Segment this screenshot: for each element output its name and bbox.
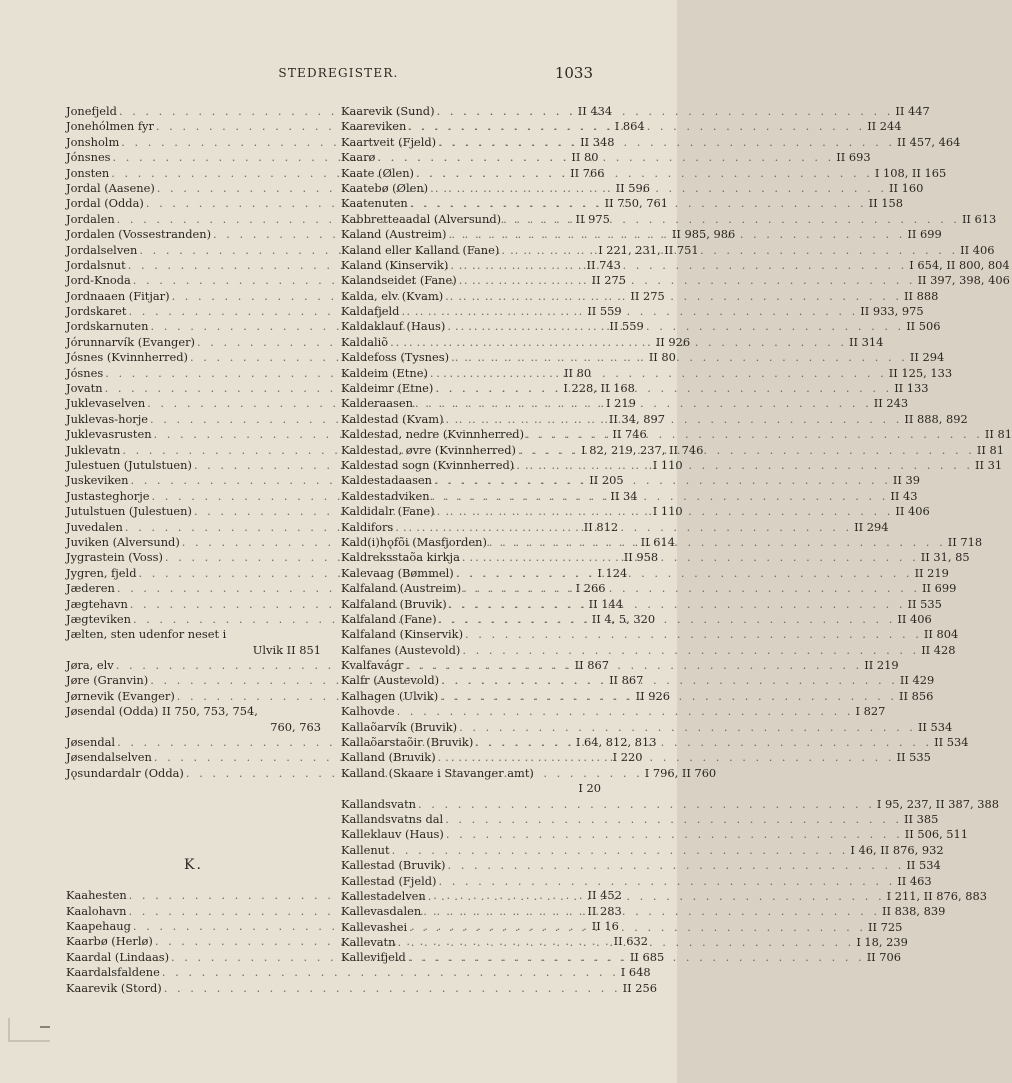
entry-name: Jǫsundardalr (Odda) xyxy=(66,765,184,780)
dot-leader xyxy=(450,258,907,273)
index-entry xyxy=(66,980,657,996)
entry-name: Kaldeimr (Etne) xyxy=(341,381,434,396)
entry-name: Jordskaret xyxy=(66,304,127,319)
index-entry xyxy=(341,766,601,781)
entry-name: Kallevifjeld xyxy=(341,950,406,965)
entry-ref: I 82, 219, 237, II 746 xyxy=(581,442,704,457)
entry-ref: II 534 xyxy=(934,735,969,750)
dot-leader xyxy=(439,612,896,627)
entry-ref: II 205 xyxy=(589,473,624,488)
entry-ref: II 463 xyxy=(897,873,932,888)
entry-ref: II 534 xyxy=(917,719,953,734)
dot-leader xyxy=(445,812,902,827)
entry-name: Jøsendal (Odda) II 750, 753, 754, xyxy=(66,704,258,719)
page-number: 1033 xyxy=(554,64,593,82)
dot-leader xyxy=(438,750,895,765)
dot-leader xyxy=(405,658,862,673)
entry-name: Kaldifors xyxy=(341,519,394,534)
entry-name: Jórunnarvík (Evanger) xyxy=(66,334,195,349)
index-entry xyxy=(341,150,871,165)
entry-name: Kaarevik (Stord) xyxy=(66,980,162,995)
index-entry xyxy=(341,642,956,658)
dot-leader xyxy=(416,166,873,181)
entry-name: Kalhagen (Ulvik) xyxy=(341,688,439,703)
entry-ref: I 220 xyxy=(612,750,643,765)
entry-name: Jordskarnuten xyxy=(66,319,149,334)
entry-name: Kallandsvatn xyxy=(341,796,416,811)
entry-ref: II 447 xyxy=(895,104,930,118)
dot-leader xyxy=(518,443,975,458)
entry-name: Kallaõarstaõir (Bruvik) xyxy=(341,735,474,750)
entry-ref: I 648 xyxy=(620,965,651,980)
entry-name: Kaldidalr (Fane) xyxy=(341,504,435,519)
entry-ref: II 406 xyxy=(895,504,930,519)
entry-ref: I 64, 812, 813 xyxy=(575,735,657,750)
entry-name: Kaland (Kinservik) xyxy=(341,257,449,272)
entry-ref: II 632 xyxy=(613,934,649,949)
entry-name: Jygren, fjeld xyxy=(66,565,137,580)
entry-name: Jovatn xyxy=(66,381,103,396)
entry-ref: II 867 xyxy=(609,673,644,688)
entry-ref: II 314 xyxy=(849,334,884,349)
entry-ref: Ulvik II 851 xyxy=(252,642,321,657)
dot-leader xyxy=(489,535,946,550)
entry-ref: II 397, 398, 406 xyxy=(917,273,1010,288)
entry-name: Kallenut xyxy=(341,842,390,857)
entry-name: Jordalsnut xyxy=(66,257,126,272)
entry-ref: II 457, 464 xyxy=(896,134,961,149)
dot-leader xyxy=(463,581,920,596)
entry-name: Kaate (Ølen) xyxy=(341,165,414,180)
entry-name: Kalfaland (Kinservik) xyxy=(341,627,464,642)
entry-name: Kaardalsfaldene xyxy=(66,965,160,980)
index-entry xyxy=(341,719,953,735)
entry-ref: II 428 xyxy=(921,642,956,657)
entry-ref: II 133 xyxy=(894,381,929,396)
entry-ref: I 46, II 876, 932 xyxy=(850,842,944,857)
dot-leader xyxy=(392,843,849,858)
entry-ref: II 693 xyxy=(836,150,871,165)
dot-leader xyxy=(395,520,852,535)
entry-name: Kallevashei xyxy=(341,919,408,934)
index-entry xyxy=(341,627,959,642)
entry-ref: I 221, 231, II 751 xyxy=(598,242,699,257)
entry-ref: II 596 xyxy=(615,180,651,195)
entry-name: Juskeviken xyxy=(66,473,129,488)
dot-leader xyxy=(462,550,919,565)
index-entry xyxy=(66,965,651,980)
dot-leader xyxy=(435,381,892,396)
entry-name: Kaldeim (Etne) xyxy=(341,365,428,380)
entry-name: Justasteghorje xyxy=(66,488,150,503)
entry-ref: II 125, 133 xyxy=(888,365,953,380)
entry-ref: I 211, II 876, 883 xyxy=(886,888,988,903)
dot-leader xyxy=(440,689,897,704)
entry-name: Jælten, sten udenfor neset i xyxy=(66,627,227,642)
dot-leader xyxy=(447,319,904,334)
entry-name: Kalda, elv (Kvam) xyxy=(341,288,444,303)
entry-ref: I 124 xyxy=(597,565,628,580)
index-entry-continuation xyxy=(341,781,601,796)
entry-name: Kalfaland (Fane) xyxy=(341,611,437,626)
dot-leader xyxy=(432,489,889,504)
entry-ref: II 294 xyxy=(909,350,945,365)
entry-ref: II 434 xyxy=(577,104,613,118)
entry-name: Kaldafjeld xyxy=(341,304,400,319)
dot-leader xyxy=(449,597,906,612)
entry-ref: II 43 xyxy=(890,488,918,503)
dot-leader xyxy=(430,181,887,196)
dot-leader xyxy=(451,350,908,365)
entry-ref: II 867 xyxy=(574,658,609,673)
dot-leader xyxy=(446,827,903,842)
entry-ref: II 926 xyxy=(655,334,691,349)
dot-leader xyxy=(459,273,916,288)
entry-name: Kaartveit (Fjeld) xyxy=(341,134,437,149)
entry-ref: II 812 xyxy=(583,519,619,534)
entry-ref: I 108, II 165 xyxy=(874,165,947,180)
entry-ref: II 804 xyxy=(923,627,959,642)
entry-name: Kald(i)hǫfõi (Masfjorden) xyxy=(341,534,487,549)
dot-leader xyxy=(415,396,872,411)
dot-leader xyxy=(475,735,932,750)
entry-name: Jónsnes xyxy=(66,150,111,165)
entry-ref: I 864 xyxy=(614,119,645,134)
entry-name: Kaarø xyxy=(341,150,376,165)
index-entry xyxy=(341,134,961,150)
entry-ref: II 219 xyxy=(914,565,949,580)
entry-ref: II 699 xyxy=(907,227,942,242)
entry-ref: I 20 xyxy=(578,781,601,796)
dot-leader xyxy=(437,104,894,119)
entry-name: Kalfaland (Austreim) xyxy=(341,581,462,596)
entry-ref: II 750, 761 xyxy=(604,196,669,211)
entry-name: Kaatenuten xyxy=(341,196,408,211)
entry-ref: I 228, II 168 xyxy=(563,381,635,396)
entry-ref: II 219 xyxy=(864,658,899,673)
dot-leader xyxy=(409,920,866,935)
entry-ref: II 506, 511 xyxy=(904,827,969,842)
entry-ref: II 429 xyxy=(899,673,935,688)
entry-name: Kaldestad, nedre (Kvinnherred) xyxy=(341,427,525,442)
entry-ref: I 18, 239 xyxy=(856,935,908,950)
dot-leader xyxy=(516,458,973,473)
dot-leader xyxy=(397,935,854,950)
entry-ref: II 34 xyxy=(610,488,638,503)
entry-ref: I 110 xyxy=(652,504,683,519)
entry-ref: II 34, 897 xyxy=(608,411,665,426)
entry-ref: I 796, II 760 xyxy=(644,765,717,780)
entry-name: Kallestadelven xyxy=(341,888,426,903)
entry-ref: II 985, 986 xyxy=(671,227,736,242)
entry-ref: II 613 xyxy=(961,211,997,226)
entry-ref: II 81 xyxy=(976,442,1004,457)
entry-ref: 760, 763 xyxy=(270,719,321,734)
dot-leader xyxy=(459,720,916,735)
entry-name: Kallaõarvík (Bruvik) xyxy=(341,719,458,734)
entry-name: Jægteviken xyxy=(66,611,131,626)
entry-name: Kaldefoss (Tysnes) xyxy=(341,350,450,365)
dot-leader xyxy=(162,965,619,980)
entry-name: Juklevas-horje xyxy=(66,411,149,426)
entry-name: Jonsholm xyxy=(66,134,120,149)
dot-leader xyxy=(441,673,898,688)
entry-name: Jægtehavn xyxy=(66,596,128,611)
entry-ref: II 743 xyxy=(586,257,621,272)
dot-leader xyxy=(423,904,880,919)
entry-name: Kaareviken xyxy=(341,119,407,134)
entry-ref: II 31 xyxy=(975,457,1003,472)
entry-name: Jósnes (Kvinnherred) xyxy=(66,350,188,365)
entry-ref: II 888, 892 xyxy=(904,411,968,426)
entry-name: Juvedalen xyxy=(66,519,123,534)
dot-leader xyxy=(428,889,885,904)
entry-ref: II 888 xyxy=(903,288,939,303)
entry-name: Kalhovde xyxy=(341,704,395,719)
entry-name: Kallevatn xyxy=(341,935,396,950)
entry-ref: II 294 xyxy=(854,519,889,534)
entry-ref: II 856 xyxy=(899,688,934,703)
index-entry-continuation xyxy=(66,643,321,658)
entry-ref: I 95, 237, II 387, 388 xyxy=(876,796,1000,811)
dot-leader xyxy=(438,874,895,889)
entry-name: Jonsten xyxy=(66,165,110,180)
entry-name: Jordalselven xyxy=(66,242,138,257)
entry-name: Kallestad (Fjeld) xyxy=(341,873,437,888)
entry-name: Kabbretteaadal (Alversund) xyxy=(341,211,502,226)
entry-ref: II 160 xyxy=(888,180,924,195)
index-entry xyxy=(66,704,321,719)
dot-leader xyxy=(465,627,922,642)
entry-ref: I 219 xyxy=(606,396,636,411)
entry-ref: II 535 xyxy=(896,750,931,765)
entry-ref: II 506 xyxy=(906,319,941,334)
entry-name: Jordalen (Vossestranden) xyxy=(66,227,212,242)
entry-name: Kaarbø (Herlø) xyxy=(66,934,153,949)
entry-name: Jósnes xyxy=(66,365,104,380)
dot-leader xyxy=(445,289,902,304)
entry-ref: II 406 xyxy=(897,611,932,626)
entry-name: Jøre (Granvin) xyxy=(66,673,149,688)
entry-ref: II 706 xyxy=(866,950,902,965)
entry-ref: II 838, 839 xyxy=(882,904,946,919)
index-entry xyxy=(341,842,944,858)
entry-name: Jordal (Odda) xyxy=(66,196,144,211)
index-entry-continuation xyxy=(66,720,321,735)
entry-ref: II 4, 5, 320 xyxy=(591,611,656,626)
entry-ref: II 80 xyxy=(648,350,676,365)
entry-name: Kaardal (Lindaas) xyxy=(66,949,170,964)
dot-leader xyxy=(408,950,865,965)
dot-leader xyxy=(501,243,958,258)
entry-name: Jonefjeld xyxy=(66,104,117,118)
entry-name: Julestuen (Jutulstuen) xyxy=(66,457,192,472)
entry-ref: II 746 xyxy=(612,427,647,442)
entry-name: Juklevatn xyxy=(66,442,121,457)
index-entry xyxy=(341,211,997,227)
entry-ref: II 406 xyxy=(960,242,995,257)
index-entry xyxy=(341,581,957,596)
dot-leader xyxy=(401,304,858,319)
entry-ref: II 31, 85 xyxy=(920,550,970,565)
entry-name: Kaahesten xyxy=(66,888,127,903)
entry-ref: II 144 xyxy=(588,596,623,611)
entry-name: Kaland eller Kalland (Fane) xyxy=(341,242,500,257)
index-entry xyxy=(341,381,929,396)
entry-name: Kallevasdalen xyxy=(341,904,422,919)
entry-name: Kaldaliõ xyxy=(341,334,389,349)
index-entry xyxy=(66,627,321,642)
entry-ref: I 110 xyxy=(652,457,683,472)
dot-leader xyxy=(390,335,847,350)
entry-name: Juklevaselven xyxy=(66,396,146,411)
entry-ref: I 827 xyxy=(855,704,886,719)
dot-leader xyxy=(410,196,867,211)
entry-ref: II 275 xyxy=(630,288,665,303)
section-letter-k: K. xyxy=(184,857,203,874)
entry-ref: II 958 xyxy=(623,550,659,565)
entry-name: Kalleklauv (Haus) xyxy=(341,827,444,842)
entry-name: Kalderaasen xyxy=(341,396,413,411)
entry-ref: II 699 xyxy=(921,581,957,596)
entry-ref: II 81 xyxy=(984,427,1012,442)
entry-name: Kaldestadviken xyxy=(341,488,430,503)
entry-name: Kaatebø (Ølen) xyxy=(341,180,429,195)
entry-name: Kaldestad sogn (Kvinnherred) xyxy=(341,457,515,472)
index-entry xyxy=(341,827,969,842)
dot-leader xyxy=(462,643,919,658)
index-entry xyxy=(341,365,953,381)
entry-name: Kaalohavn xyxy=(66,903,127,918)
entry-ref: II 725 xyxy=(867,919,903,934)
entry-name: Kaldestadaasen xyxy=(341,473,432,488)
index-entry xyxy=(341,858,941,873)
dot-leader xyxy=(526,427,983,442)
entry-name: Juklevasrusten xyxy=(66,427,152,442)
entry-name: Jonehólmen fyr xyxy=(66,119,154,134)
index-entry xyxy=(341,658,899,673)
entry-ref: II 256 xyxy=(622,980,657,995)
dot-leader xyxy=(434,473,891,488)
entry-ref: II 244 xyxy=(867,119,902,134)
entry-name: Jæderen xyxy=(66,581,115,596)
entry-ref: II 535 xyxy=(907,596,942,611)
entry-name: Kaapehaug xyxy=(66,918,131,933)
index-entry xyxy=(341,704,886,719)
dot-leader xyxy=(447,858,904,873)
page-header-title: STEDREGISTER. xyxy=(278,66,399,80)
entry-ref: II 39 xyxy=(892,473,920,488)
entry-ref: II 614 xyxy=(640,534,675,549)
entry-ref: I 654, II 800, 804 xyxy=(909,257,1010,272)
index-entry xyxy=(341,873,932,889)
entry-name: Kallandsvatns dal xyxy=(341,811,444,826)
entry-name: Jordalen xyxy=(66,211,115,226)
entry-ref: II 559 xyxy=(609,319,644,334)
entry-ref: II 718 xyxy=(947,534,983,549)
entry-name: Kalland (Bruvik) xyxy=(341,750,436,765)
entry-ref: II 926 xyxy=(635,688,671,703)
entry-name: Kaldestad, øvre (Kvinnherred) xyxy=(341,442,516,457)
entry-name: Jordal (Aasene) xyxy=(66,180,155,195)
entry-name: Jutulstuen (Julestuen) xyxy=(66,504,192,519)
entry-ref: II 385 xyxy=(904,811,939,826)
paper-blemish xyxy=(8,1018,50,1042)
index-entry xyxy=(341,165,947,181)
entry-name: Jøsendal xyxy=(66,735,116,750)
dot-leader xyxy=(408,119,865,134)
dot-leader xyxy=(430,366,887,381)
entry-ref: II 16 xyxy=(591,918,619,933)
entry-name: Jørnevik (Evanger) xyxy=(66,688,175,703)
paper-mark xyxy=(40,1026,50,1028)
entry-ref: II 283 xyxy=(587,903,622,918)
dot-leader xyxy=(438,135,895,150)
entry-ref: II 766 xyxy=(570,165,605,180)
entry-ref: II 80 xyxy=(571,150,599,165)
entry-name: Kaarevik (Sund) xyxy=(341,104,435,118)
index-entry xyxy=(341,811,939,827)
entry-name: Juviken (Alversund) xyxy=(66,534,180,549)
entry-name: Kaldaklauf (Haus) xyxy=(341,319,446,334)
entry-name: Kaldestad (Kvam) xyxy=(341,411,444,426)
entry-name: Kvalfavágr xyxy=(341,658,404,673)
entry-name: Kalfr (Austevold) xyxy=(341,673,440,688)
entry-ref: II 158 xyxy=(868,196,903,211)
index-entry xyxy=(341,796,1000,812)
dot-leader xyxy=(397,704,854,719)
dot-leader xyxy=(446,412,903,427)
entry-name: Jordnaaen (Fitjar) xyxy=(66,288,170,303)
entry-ref: II 975 xyxy=(575,211,610,226)
entry-name: Kalevaag (Bømmel) xyxy=(341,565,454,580)
dot-leader xyxy=(418,797,875,812)
entry-ref: II 685 xyxy=(629,949,665,964)
entry-name: Jygrastein (Voss) xyxy=(66,550,163,565)
entry-name: Jord-Knoda xyxy=(66,273,131,288)
dot-leader xyxy=(377,150,834,165)
entry-name: Kaldreksstaõa kirkja xyxy=(341,550,460,565)
entry-ref: II 80 xyxy=(564,365,592,380)
index-entry xyxy=(341,104,930,119)
entry-ref: II 534 xyxy=(906,858,941,873)
entry-name: Kalandseidet (Fane) xyxy=(341,273,457,288)
entry-ref: II 933, 975 xyxy=(860,304,924,319)
entry-ref: II 559 xyxy=(587,304,622,319)
entry-name: Kalland (Skaare i Stavanger amt) xyxy=(341,765,534,780)
entry-ref: II 452 xyxy=(587,888,622,903)
entry-name: Kaland (Austreim) xyxy=(341,227,447,242)
dot-leader xyxy=(164,981,621,996)
entry-name: Kalfaland (Bruvik) xyxy=(341,596,447,611)
dot-leader xyxy=(503,212,960,227)
dot-leader xyxy=(456,566,913,581)
dot-leader xyxy=(449,227,906,242)
entry-ref: II 348 xyxy=(580,134,615,149)
entry-name: Jøsendalselven xyxy=(66,750,152,765)
entry-name: Kallestad (Bruvik) xyxy=(341,858,446,873)
entry-ref: I 266 xyxy=(575,581,606,596)
dot-leader xyxy=(437,504,894,519)
entry-name: Kalfanes (Austevold) xyxy=(341,642,461,657)
entry-ref: II 243 xyxy=(873,396,909,411)
entry-ref: II 275 xyxy=(591,273,627,288)
entry-name: Jøra, elv xyxy=(66,658,114,673)
